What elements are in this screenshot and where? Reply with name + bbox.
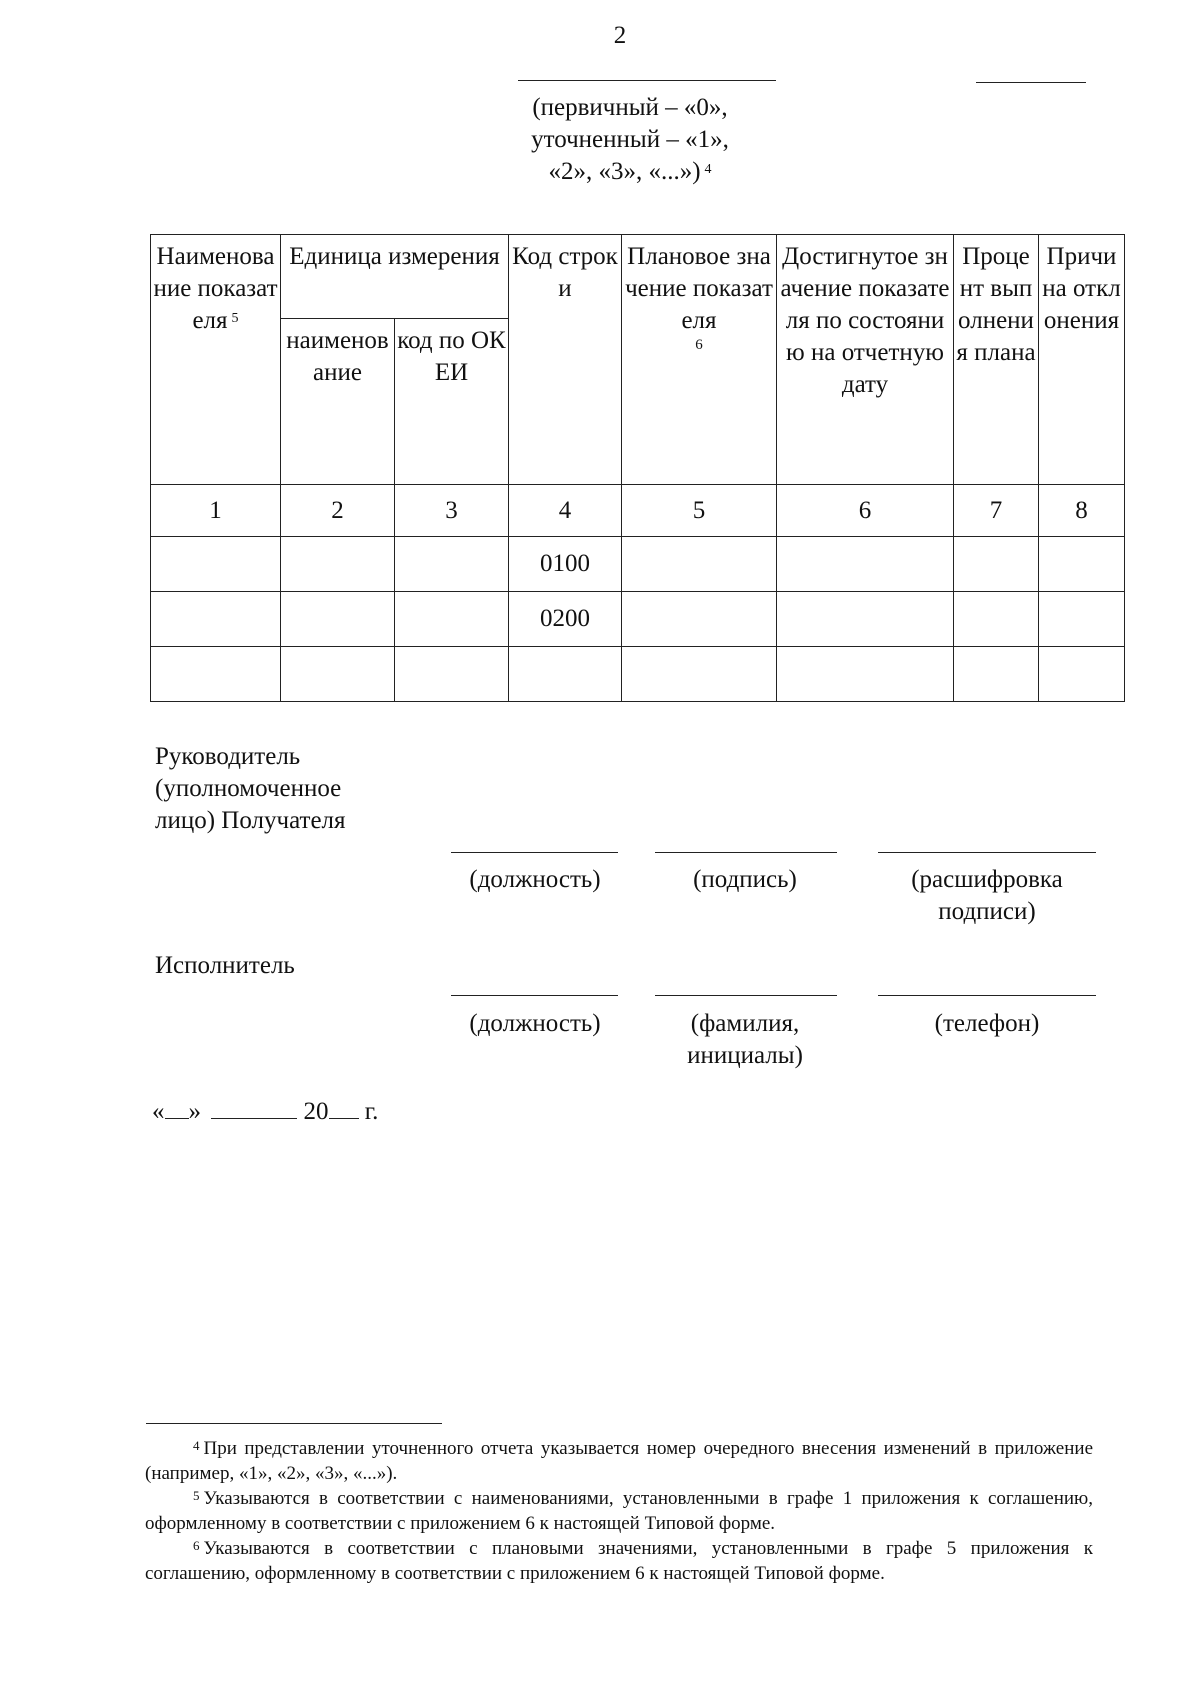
date-fill-line bbox=[976, 82, 1086, 83]
footnote-ref-5: 5 bbox=[231, 311, 239, 326]
cell-empty[interactable] bbox=[151, 537, 281, 592]
header-line-code: Код строки bbox=[509, 235, 622, 485]
footnote-ref-6: 6 bbox=[695, 337, 703, 353]
header-unit: Единица измерения bbox=[281, 235, 509, 319]
table-row bbox=[151, 647, 1125, 702]
cell-empty[interactable] bbox=[1039, 592, 1125, 647]
cell-empty[interactable] bbox=[151, 647, 281, 702]
cell-empty[interactable] bbox=[954, 592, 1039, 647]
cell-empty[interactable] bbox=[622, 537, 777, 592]
head-position-caption: (должность) bbox=[469, 866, 601, 893]
cell-empty[interactable] bbox=[777, 647, 954, 702]
header-unit-name: наименование bbox=[281, 319, 395, 485]
column-number: 5 bbox=[622, 485, 777, 537]
footnotes bbox=[145, 1436, 1093, 1586]
executor-name-line[interactable] bbox=[655, 995, 837, 996]
cell-empty[interactable] bbox=[281, 592, 395, 647]
version-note-line1: (первичный – «0», bbox=[532, 94, 728, 121]
cell-empty[interactable] bbox=[622, 592, 777, 647]
cell-empty[interactable] bbox=[395, 592, 509, 647]
column-number: 3 bbox=[395, 485, 509, 537]
cell-line-code: 0100 bbox=[509, 537, 622, 592]
date-year-blank[interactable] bbox=[329, 1096, 359, 1119]
version-number-line bbox=[518, 80, 776, 81]
cell-empty[interactable] bbox=[151, 592, 281, 647]
cell-empty[interactable] bbox=[954, 647, 1039, 702]
footnote-4: $^4$ При представлении уточненного отчета указывается номер очередного внесения изменений в приложение (например, «1», «2», «3», «...»). bbox=[145, 1438, 1093, 1484]
executor-position-caption: (должность) bbox=[469, 1010, 601, 1037]
version-note-line3: «2», «3», «...») bbox=[548, 158, 701, 185]
date-year-suffix: г. bbox=[364, 1098, 379, 1125]
date-day-blank[interactable] bbox=[165, 1096, 189, 1119]
cell-empty[interactable] bbox=[1039, 647, 1125, 702]
header-planned-value: Плановое значение показателя 6 bbox=[622, 235, 777, 485]
table-row bbox=[151, 592, 1125, 647]
date-close-quote: » bbox=[188, 1098, 201, 1125]
date-field bbox=[152, 1096, 378, 1128]
column-number: 6 bbox=[777, 485, 954, 537]
report-table bbox=[150, 234, 1125, 702]
footnote-6: $^6$ Указываются в соответствии с плановыми значениями, установленными в графе 5 приложения к соглашению, оформленному в соответствии с приложением 6 к настоящей Типовой форме. bbox=[145, 1538, 1093, 1584]
column-number: 1 bbox=[151, 485, 281, 537]
cell-empty[interactable] bbox=[777, 592, 954, 647]
cell-line-code bbox=[509, 647, 622, 702]
date-open-quote: « bbox=[152, 1098, 165, 1125]
header-deviation-reason: Причина отклонения bbox=[1039, 235, 1125, 485]
cell-empty[interactable] bbox=[1039, 537, 1125, 592]
cell-empty[interactable] bbox=[395, 537, 509, 592]
header-percent-completion: Процент выполнения плана bbox=[954, 235, 1039, 485]
header-unit-okei: код по ОКЕИ bbox=[395, 319, 509, 485]
executor-phone-caption: (телефон) bbox=[934, 1010, 1040, 1037]
column-number: 7 bbox=[954, 485, 1039, 537]
header-achieved-value: Достигнутое значение показателя по состоянию на отчетную дату bbox=[777, 235, 954, 485]
header-indicator-name: Наименование показателя $^5$ bbox=[151, 235, 281, 485]
cell-empty[interactable] bbox=[281, 647, 395, 702]
footnote-ref-4: 4 bbox=[704, 162, 712, 177]
executor-phone-line[interactable] bbox=[878, 995, 1096, 996]
cell-empty[interactable] bbox=[395, 647, 509, 702]
head-position-line[interactable] bbox=[451, 852, 618, 853]
page-number: 2 bbox=[613, 22, 627, 49]
head-signature-caption: (подпись) bbox=[693, 866, 797, 893]
footnote-5: $^5$ Указываются в соответствии с наименованиями, установленными в графе 1 приложения к соглашению, оформленному в соответствии с приложением 6 к настоящей Типовой форме. bbox=[145, 1488, 1093, 1534]
date-month-blank[interactable] bbox=[211, 1096, 297, 1119]
head-decoding-line[interactable] bbox=[878, 852, 1096, 853]
executor-label: Исполнитель bbox=[155, 952, 295, 979]
cell-line-code: 0200 bbox=[509, 592, 622, 647]
cell-empty[interactable] bbox=[954, 537, 1039, 592]
column-number: 8 bbox=[1039, 485, 1125, 537]
table-row bbox=[151, 537, 1125, 592]
cell-empty[interactable] bbox=[777, 537, 954, 592]
head-label: Руководитель (уполномоченное лицо) Получателя bbox=[155, 743, 346, 834]
head-signature-line[interactable] bbox=[655, 852, 837, 853]
executor-position-line[interactable] bbox=[451, 995, 618, 996]
date-year-prefix: 20 bbox=[303, 1098, 329, 1125]
version-note-line2: уточненный – «1», bbox=[531, 126, 729, 153]
head-decoding-caption: (расшифровка подписи) bbox=[911, 866, 1063, 925]
footnote-separator bbox=[146, 1423, 442, 1424]
cell-empty[interactable] bbox=[281, 537, 395, 592]
version-note bbox=[440, 92, 820, 188]
column-number: 4 bbox=[509, 485, 622, 537]
executor-name-caption: (фамилия, инициалы) bbox=[687, 1010, 803, 1069]
cell-empty[interactable] bbox=[622, 647, 777, 702]
column-number: 2 bbox=[281, 485, 395, 537]
